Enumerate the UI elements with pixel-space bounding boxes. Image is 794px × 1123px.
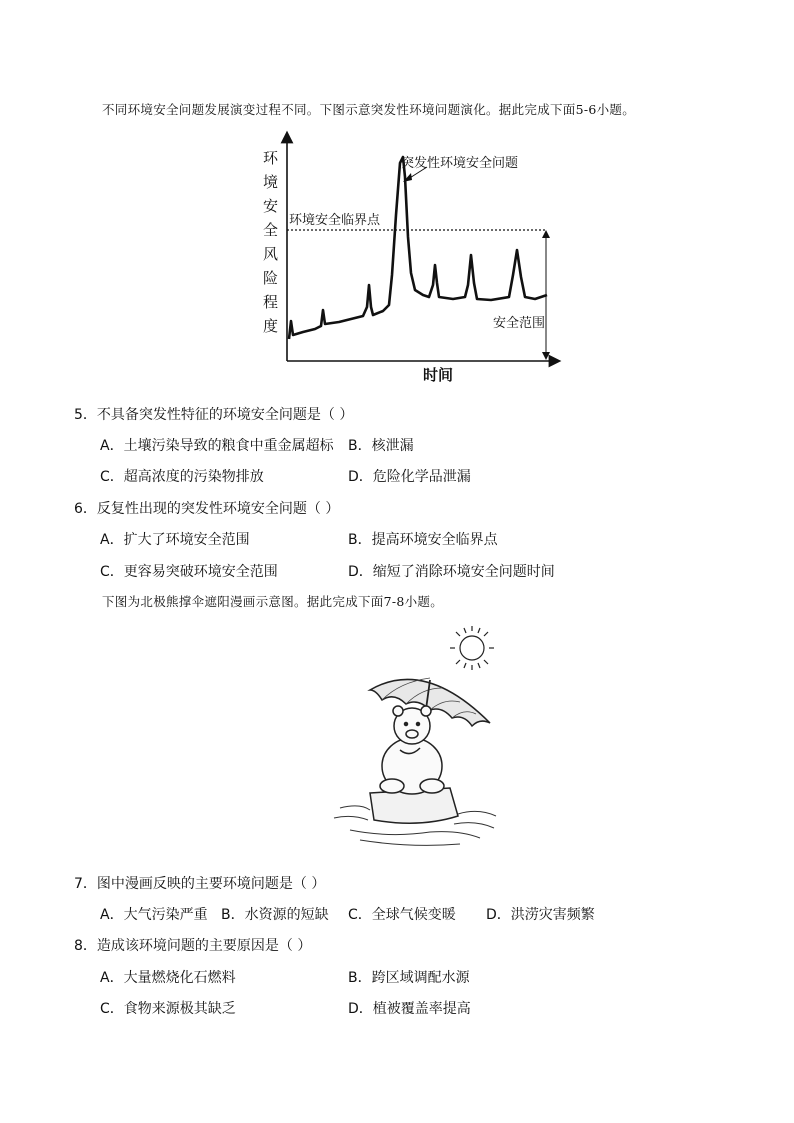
y-axis-label (263, 149, 279, 335)
risk-curve (289, 157, 547, 339)
threshold-label: 环境安全临界点 (289, 213, 381, 228)
intro-text-5-6: 不同环境安全问题发展演变过程不同。下图示意突发性环境问题演化。据此完成下面5-6小题。 (102, 102, 636, 117)
sun-icon (450, 626, 494, 670)
intro-text-7-8: 下图为北极熊撑伞遮阳漫画示意图。据此完成下面7-8小题。 (102, 594, 444, 609)
peak-label: 突发性环境安全问题 (401, 156, 519, 171)
question-6-option-d[interactable]: D．缩短了消除环境安全问题时间 (348, 564, 555, 580)
polar-bear-icon (380, 706, 444, 794)
question-5-option-c[interactable]: C．超高浓度的污染物排放 (100, 469, 264, 485)
y-axis-label-char: 安 (263, 197, 279, 215)
question-5-option-a[interactable]: A．土壤污染导致的粮食中重金属超标 (100, 438, 334, 454)
question-8-option-b[interactable]: B．跨区域调配水源 (348, 970, 470, 986)
question-5-option-d[interactable]: D．危险化学品泄漏 (348, 469, 471, 485)
question-6-option-c[interactable]: C．更容易突破环境安全范围 (100, 564, 278, 580)
question-7-option-a[interactable]: A．大气污染严重 (100, 907, 208, 923)
question-5-option-b[interactable]: B．核泄漏 (348, 438, 414, 454)
question-7-option-c[interactable]: C．全球气候变暖 (348, 907, 456, 923)
y-axis-label-char: 环 (263, 149, 279, 167)
question-8-option-d[interactable]: D．植被覆盖率提高 (348, 1001, 471, 1017)
question-6-option-b[interactable]: B．提高环境安全临界点 (348, 532, 498, 548)
question-8-option-c[interactable]: C．食物来源极其缺乏 (100, 1001, 236, 1017)
question-8-stem: 8．造成该环境问题的主要原因是（ ） (74, 938, 312, 954)
y-axis-label-char: 程 (263, 293, 279, 311)
y-axis-label-char: 境 (263, 173, 279, 191)
y-axis-label-char: 度 (263, 317, 279, 335)
environment-risk-chart (255, 125, 575, 385)
y-axis-label-char: 全 (263, 221, 279, 239)
y-axis-label-char: 险 (263, 269, 279, 287)
question-7-stem: 7．图中漫画反映的主要环境问题是（ ） (74, 876, 326, 892)
question-7-option-d[interactable]: D．洪涝灾害频繁 (486, 907, 595, 923)
question-6-option-a[interactable]: A．扩大了环境安全范围 (100, 532, 250, 548)
question-8-option-a[interactable]: A．大量燃烧化石燃料 (100, 970, 236, 986)
polar-bear-umbrella-cartoon (330, 618, 500, 853)
x-axis-label: 时间 (423, 366, 454, 384)
question-6-stem: 6．反复性出现的突发性环境安全问题（ ） (74, 501, 340, 517)
y-axis-label-char: 风 (263, 245, 279, 263)
question-7-option-b[interactable]: B．水资源的短缺 (221, 907, 329, 923)
question-5-stem: 5．不具备突发性特征的环境安全问题是（ ） (74, 407, 354, 423)
safety-range-label: 安全范围 (493, 316, 546, 331)
